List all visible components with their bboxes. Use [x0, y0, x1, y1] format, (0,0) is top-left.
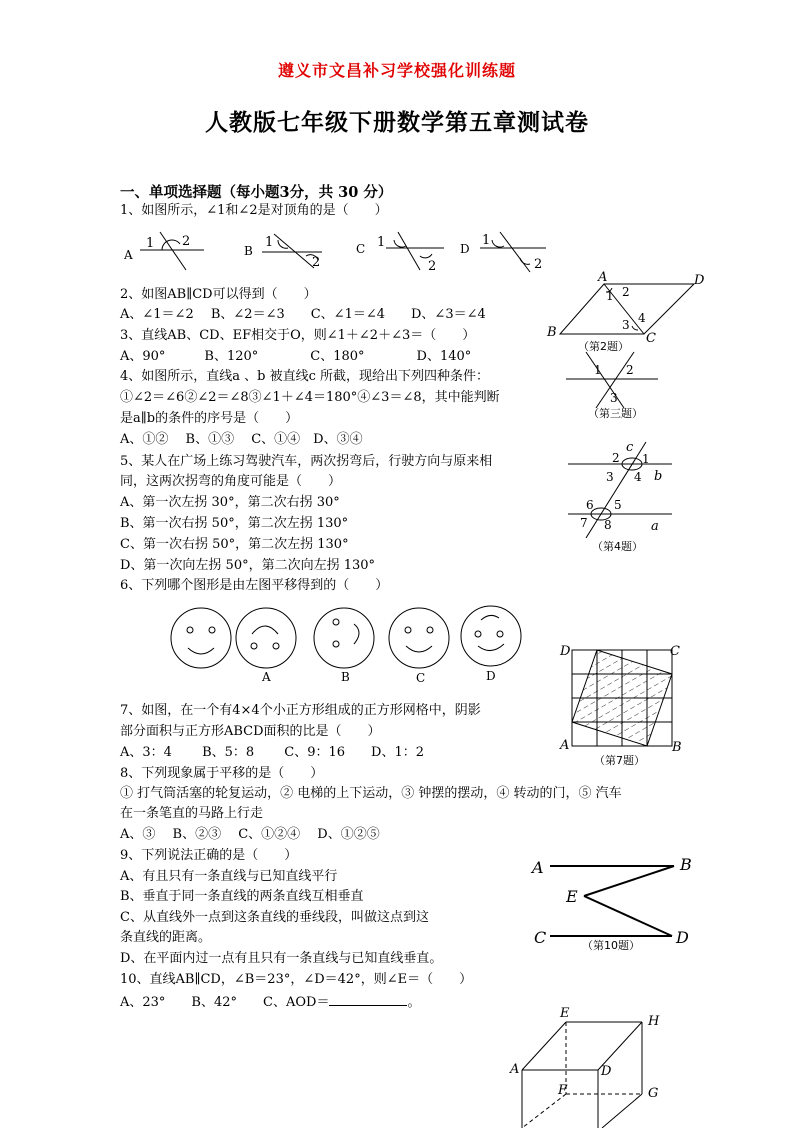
- q4-stem-1: 4、如图所示，直线a 、b 被直线c 所截，现给出下列四种条件：: [120, 369, 490, 384]
- q10-answer-blank[interactable]: [329, 993, 407, 1006]
- fig2-angle-4: 4: [638, 311, 646, 325]
- q6-option-b: B: [341, 670, 350, 684]
- cube-label-h: H: [648, 1014, 660, 1029]
- q6-option-d: D: [486, 669, 496, 683]
- q10-options-text: A、23° B、42° C、AOD＝: [120, 995, 330, 1010]
- q6-option-c: C: [416, 671, 426, 685]
- fig4-caption: （第4题）: [592, 540, 643, 553]
- fig7-label-b: B: [672, 740, 682, 755]
- q6-face-original: [171, 608, 231, 668]
- fig7-label-d: D: [560, 644, 571, 659]
- page-title: 人教版七年级下册数学第五章测试卷: [205, 109, 589, 136]
- fig4-angle-3: 3: [606, 470, 614, 484]
- q1-figure-d: [480, 230, 550, 274]
- q9-option-d: D、在平面内过一点有且只有一条直线与已知直线垂直。: [120, 951, 443, 966]
- fig2-angle-1: 1: [606, 289, 614, 303]
- q1b-angle2: 2: [312, 255, 321, 270]
- fig10-label-a: A: [532, 858, 544, 877]
- fig2-label-c: C: [646, 331, 656, 346]
- q9-option-c-2: 条直线的距离。: [120, 930, 212, 945]
- q8-items-1: ① 打气筒活塞的轮复运动，② 电梯的上下运动，③ 钟摆的摆动，④ 转动的门，⑤ 汽车: [120, 786, 622, 801]
- q9-stem: 9、下列说法正确的是（ ）: [120, 848, 298, 863]
- q4-stem-3: 是a∥b的条件的序号是（ ）: [120, 411, 299, 426]
- fig2-angle-2: 2: [622, 285, 630, 299]
- fig7-grid: [572, 650, 672, 746]
- cube-label-a: A: [510, 1062, 520, 1077]
- q7-options: A、3：4 B、5：8 C、9：16 D、1：2: [120, 745, 425, 760]
- fig4-angle-5: 5: [614, 498, 622, 512]
- q8-options: A、③ B、②③ C、①②④ D、①②⑤: [120, 827, 380, 842]
- q1-figure-c: [376, 230, 446, 274]
- q1-option-b: B: [244, 244, 253, 258]
- fig2-caption: （第2题）: [578, 340, 629, 353]
- fig3-angle-3: 3: [610, 391, 618, 405]
- fig4-angle-7: 7: [580, 516, 588, 530]
- q5-option-a: A、第一次左拐 30°，第二次右拐 30°: [120, 495, 340, 510]
- fig7-label-a: A: [560, 738, 570, 753]
- cube-label-d: D: [601, 1064, 612, 1079]
- fig4-angle-2: 2: [612, 451, 620, 465]
- fig4-angle-1: 1: [642, 452, 650, 466]
- fig2-diagram: [544, 270, 714, 350]
- fig4-angle-4: 4: [634, 470, 642, 484]
- q7-stem-1: 7、如图，在一个有4×4个小正方形组成的正方形网格中，阴影: [120, 703, 481, 718]
- fig2-label-d: D: [694, 273, 705, 288]
- q6-option-a: A: [262, 670, 271, 684]
- fig3-angle-1: 1: [594, 363, 602, 377]
- fig10-label-c: C: [534, 928, 547, 947]
- q3-stem: 3、直线AB、CD、EF相交于O，则∠1＋∠2＋∠3＝（ ）: [120, 328, 476, 343]
- fig4-angle-8: 8: [604, 518, 612, 532]
- q1a-angle1: 1: [146, 236, 155, 251]
- q10-stem: 10、直线AB∥CD，∠B＝23°，∠D＝42°，则∠E＝（ ）: [120, 972, 473, 987]
- q8-items-2: 在一条笔直的马路上行走: [120, 806, 264, 821]
- q1d-angle2: 2: [534, 257, 543, 272]
- q9-option-a: A、有且只有一条直线与已知直线平行: [120, 869, 338, 884]
- q5-stem-1: 5、某人在广场上练习驾驶汽车，两次拐弯后，行驶方向与原来相: [120, 454, 493, 469]
- fig10-label-d: D: [676, 928, 689, 947]
- fig2-angle-3: 3: [622, 318, 630, 332]
- q4-options: A、①② B、①③ C、①④ D、③④: [120, 432, 363, 447]
- q1a-angle2: 2: [182, 234, 191, 249]
- q1-option-c: C: [356, 242, 366, 256]
- q1d-angle1: 1: [482, 233, 491, 248]
- q1-figure-a: [140, 230, 210, 270]
- q4-stem-2: ①∠2＝∠6②∠2＝∠8③∠1＋∠4＝180°④∠3＝∠8，其中能判断: [120, 390, 500, 405]
- fig3-angle-2: 2: [626, 363, 634, 377]
- fig3-caption: （第三题）: [588, 407, 643, 420]
- q1-option-a: A: [124, 248, 133, 262]
- q6-face-a: [236, 608, 296, 668]
- cube-label-e: E: [560, 1006, 570, 1021]
- fig7-label-c: C: [670, 644, 680, 659]
- fig2-label-a: A: [598, 270, 608, 285]
- cube-label-f: F: [558, 1083, 568, 1098]
- fig2-label-b: B: [547, 325, 557, 340]
- q6-stem: 6、下列哪个图形是由左图平移得到的（ ）: [120, 578, 389, 593]
- fig4-angle-6: 6: [586, 498, 594, 512]
- fig10-label-b: B: [680, 855, 692, 874]
- q10-options-end: 。: [407, 995, 421, 1010]
- fig4-label-b: b: [654, 469, 663, 484]
- q6-face-b: [314, 608, 374, 668]
- q1c-angle1: 1: [377, 235, 386, 250]
- q1-option-d: D: [460, 242, 470, 256]
- q6-faces: [166, 604, 536, 678]
- q1-figure-b: [262, 230, 332, 270]
- q3-options: A、90° B、120° C、180° D、140°: [120, 349, 472, 364]
- q1c-angle2: 2: [428, 259, 437, 274]
- school-name: 遵义市文昌补习学校强化训练题: [277, 61, 516, 80]
- cube-label-g: G: [648, 1086, 659, 1101]
- q8-stem: 8、下列现象属于平移的是（ ）: [120, 766, 324, 781]
- q7-stem-2: 部分面积与正方形ABCD面积的比是（ ）: [120, 724, 381, 739]
- q5-option-d: D、第一次向左拐 50°，第二次向左拐 130°: [120, 558, 376, 573]
- fig4-label-a: a: [651, 519, 659, 534]
- q9-option-c-1: C、从直线外一点到这条直线的垂线段，叫做这点到这: [120, 910, 429, 925]
- q6-face-c: [389, 608, 449, 668]
- fig10-caption: （第10题）: [582, 939, 640, 952]
- section-heading: 一、单项选择题（每小题3分，共 30 分）: [120, 184, 393, 201]
- q6-face-d: [461, 606, 521, 666]
- fig7-caption: （第7题）: [594, 754, 645, 767]
- q9-option-b: B、垂直于同一条直线的两条直线互相垂直: [120, 889, 364, 904]
- fig10-label-e: E: [566, 887, 578, 906]
- q2-stem: 2、如图AB∥CD可以得到（ ）: [120, 287, 317, 302]
- q5-option-c: C、第一次右拐 50°，第二次左拐 130°: [120, 537, 349, 552]
- q1-stem: 1、如图所示，∠1和∠2是对顶角的是（ ）: [120, 203, 388, 218]
- q1b-angle1: 1: [265, 235, 274, 250]
- fig4-label-c: c: [626, 440, 634, 455]
- q10-options: [120, 993, 420, 1011]
- q5-stem-2: 同，这两次拐弯的角度可能是（ ）: [120, 474, 342, 489]
- q5-option-b: B、第一次右拐 50°，第二次左拐 130°: [120, 516, 349, 531]
- cube-diagram: [518, 1018, 658, 1128]
- q2-options: A、∠1＝∠2 B、∠2＝∠3 C、∠1＝∠4 D、∠3＝∠4: [120, 307, 486, 322]
